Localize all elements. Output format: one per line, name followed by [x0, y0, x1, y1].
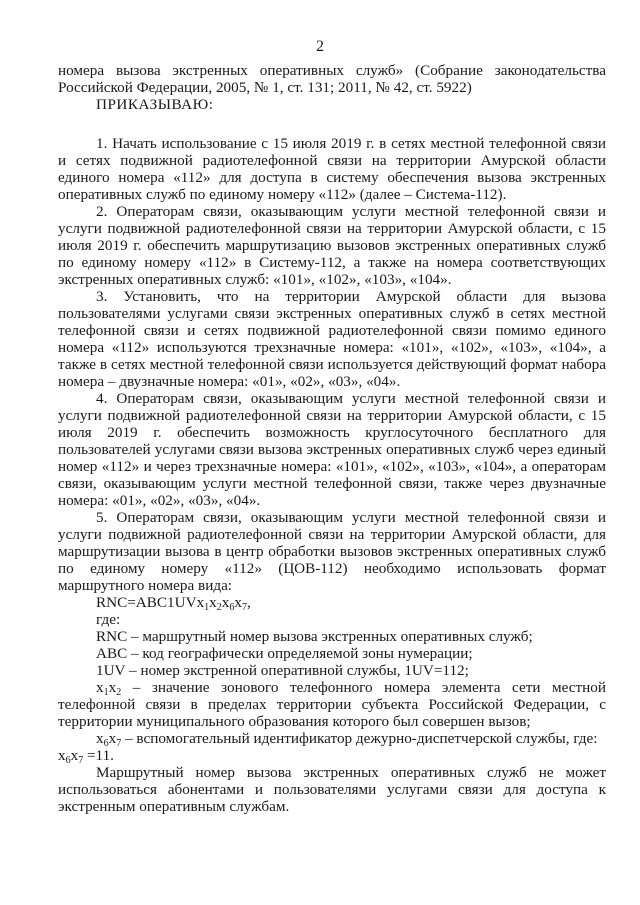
paragraph-4: 4. Операторам связи, оказывающим услуги местной телефонной связи и услуги подвижной радиотелефонной связи на территории Амурской области, с 15 июля 2019 г. обеспечить возможность круглосуточного бесплатного для пользователей услугами связи вызова экстренных оперативных служб через единый номер «112» и через трехзначные номера: «101», «102», «103», «104», а операторам связи, оказывающим услуги местной телефонной связи, также через двузначные номера: «01», «02», «03», «04».: [58, 390, 606, 509]
definition-rnc: RNC – маршрутный номер вызова экстренных оперативных служб;: [96, 628, 533, 645]
paragraph-1: 1. Начать использование с 15 июля 2019 г. в сетях местной телефонной связи и сетях подвижной радиотелефонной связи на территории Амурской области единого номера «112» для доступа в систему обеспечения вызова экстренных оперативных служб по единому номеру «112» (далее – Система-112).: [58, 135, 606, 203]
where-label: где:: [96, 611, 121, 628]
definition-x6x7: $x_6x_7$ – вспомогательный идентификатор дежурно-диспетчерской службы, где:: [96, 730, 598, 749]
page-number: 2: [316, 38, 324, 55]
definition-abc: ABC – код географически определяемой зоны нумерации;: [96, 645, 473, 662]
definition-uv: 1UV – номер экстренной оперативной службы, 1UV=112;: [96, 662, 469, 679]
closing-paragraph: Маршрутный номер вызова экстренных оперативных служб не может использоваться абонентами и пользователями услугами связи для доступа к экстренным оперативным службам.: [58, 764, 606, 815]
paragraph-2: 2. Операторам связи, оказывающим услуги местной телефонной связи и услуги подвижной радиотелефонной связи на территории Амурской области, с 15 июля 2019 г. обеспечить маршрутизацию вызовов экстренных оперативных служб по единому номеру «112» в Систему-112, а также на номера соответствующих экстренных оперативных служб: «101», «102», «103», «104».: [58, 203, 606, 288]
order-heading: ПРИКАЗЫВАЮ:: [96, 96, 214, 113]
document-body: [58, 62, 606, 815]
routing-number-formula: $RNC=ABC1UVx_1x_2x_6x_7$,: [96, 594, 251, 613]
definition-x6x7-value: $x_6x_7 =11$.: [58, 747, 114, 766]
intro-paragraph: номера вызова экстренных оперативных служб» (Собрание законодательства Российской Федерации, 2005, № 1, ст. 131; 2011, № 42, ст. 5922): [58, 62, 606, 96]
paragraph-5: 5. Операторам связи, оказывающим услуги местной телефонной связи и услуги подвижной радиотелефонной связи на территории Амурской области, для маршрутизации вызова в центр обработки вызовов экстренных оперативных служб по единому номеру «112» (ЦОВ-112) необходимо использовать формат маршрутного номера вида:: [58, 509, 606, 594]
definition-x1x2: $x_1x_2$ – значение зонового телефонного номера элемента сети местной телефонной связи в пределах территории субъекта Российской Федерации, с территории муниципального образования которого был совершен вызов;: [58, 679, 606, 730]
paragraph-3: 3. Установить, что на территории Амурской области для вызова пользователями услугами связи экстренных оперативных служб в сетях местной телефонной связи и сетях подвижной радиотелефонной связи помимо единого номера «112» используются трехзначные номера: «101», «102», «103», «104», а также в сетях местной телефонной связи используется действующий формат набора номера – двузначные номера: «01», «02», «03», «04».: [58, 288, 606, 390]
formula-prefix: RNC=ABC1UV: [96, 594, 197, 611]
